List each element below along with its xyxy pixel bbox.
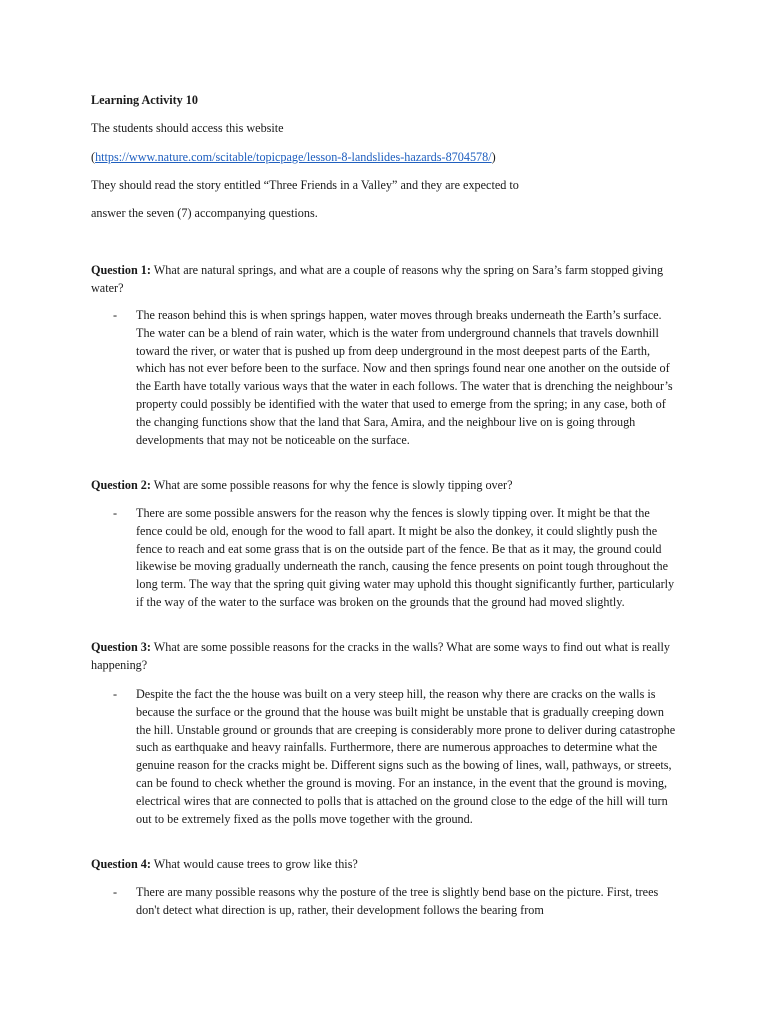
website-link[interactable]: https://www.nature.com/scitable/topicpage/lesson-8-landslides-hazards-8704578/: [95, 150, 492, 164]
question-4-label: Question 4:: [91, 857, 151, 871]
answer-3: Despite the fact the the house was built on a very steep hill, the reason why there are cracks on the walls is because the surface or the ground that the house was built might be unstable that is gradually creeping down the hill. Unstable ground or grounds that are creeping is considerably more prone to deliver during catastrophe such as earthquake and heavy rainfalls. Furthermore, there are numerous approaches to determine what the genuine reason for the cracks might be. Different signs such as the bowing of lines, wall, pathways, or streets, can be found to check whether the ground is moving. For an instance, in the event that the ground is moving, electrical wires that are connected to polls that is attached on the ground close to the edge of the hill will turn out to be extremely fixed as the polls move together with the ground.: [136, 687, 676, 826]
question-4-text: What would cause trees to grow like this?: [150, 857, 358, 871]
answer-1: The reason behind this is when springs happen, water moves through breaks underneath the Earth’s surface. The water can be a blend of rain water, which is the water from underground channels that travels downhill toward the river, or water that is pushed up from deep underground in the most deepest parts of the Earth, which has not ever before been to the surface. Now and then springs found near one another on the outside of the Earth have totally various ways that the water in each follows. The water that is drenching the neighbour’s property could possibly be identified with the water that used to emerge from the spring; in any case, both of the changing functions show that the land that Sara, Amira, and the neighbour live on is going through developments that may not be noticeable on the surface.: [136, 308, 673, 447]
question-2-label: Question 2:: [91, 478, 151, 492]
answer-1-bullet: -: [113, 308, 118, 322]
website-link-line: [91, 149, 681, 167]
answer-4: There are many possible reasons why the posture of the tree is slightly bend base on the picture. First, trees don't detect what direction is up, rather, their development follows the bearing from: [136, 885, 659, 917]
instructions-line: answer the seven (7) accompanying questions.: [91, 206, 318, 220]
question-2: [91, 477, 681, 495]
question-3-text: What are some possible reasons for the cracks in the walls? What are some ways to find out what is really happening?: [91, 640, 670, 672]
link-open-paren: (: [91, 150, 96, 164]
question-3: [91, 639, 681, 675]
question-2-text: What are some possible reasons for why the fence is slowly tipping over?: [150, 478, 513, 492]
link-close-paren: ): [491, 150, 496, 164]
answer-4-bullet: -: [113, 885, 118, 899]
story-line: They should read the story entitled “Three Friends in a Valley” and they are expected to: [91, 178, 519, 192]
question-1-text: What are natural springs, and what are a couple of reasons why the spring on Sara’s farm stopped giving water?: [91, 263, 664, 295]
question-4: [91, 856, 681, 874]
question-3-label: Question 3:: [91, 640, 151, 654]
answer-2-bullet: -: [113, 506, 118, 520]
question-1-label: Question 1:: [91, 263, 151, 277]
answer-2: There are some possible answers for the reason why the fences is slowly tipping over. It might be that the fence could be old, enough for the wood to fall apart. It might be also the donkey, it could slightly push the fence to reach and eat some grass that is on the outside part of the fence. Be that as it may, the ground could likewise be moving gradually underneath the ranch, causing the fence presents on point tough throughout the long term. The way that the spring quit giving water may uphold this thought significantly further, particularly if the way of the water to the surface was broken on the grounds that the ground had moved slightly.: [136, 506, 675, 609]
question-1: [91, 262, 681, 298]
document-title: Learning Activity 10: [91, 93, 198, 107]
intro-line: The students should access this website: [91, 121, 284, 135]
answer-3-bullet: -: [113, 687, 118, 701]
